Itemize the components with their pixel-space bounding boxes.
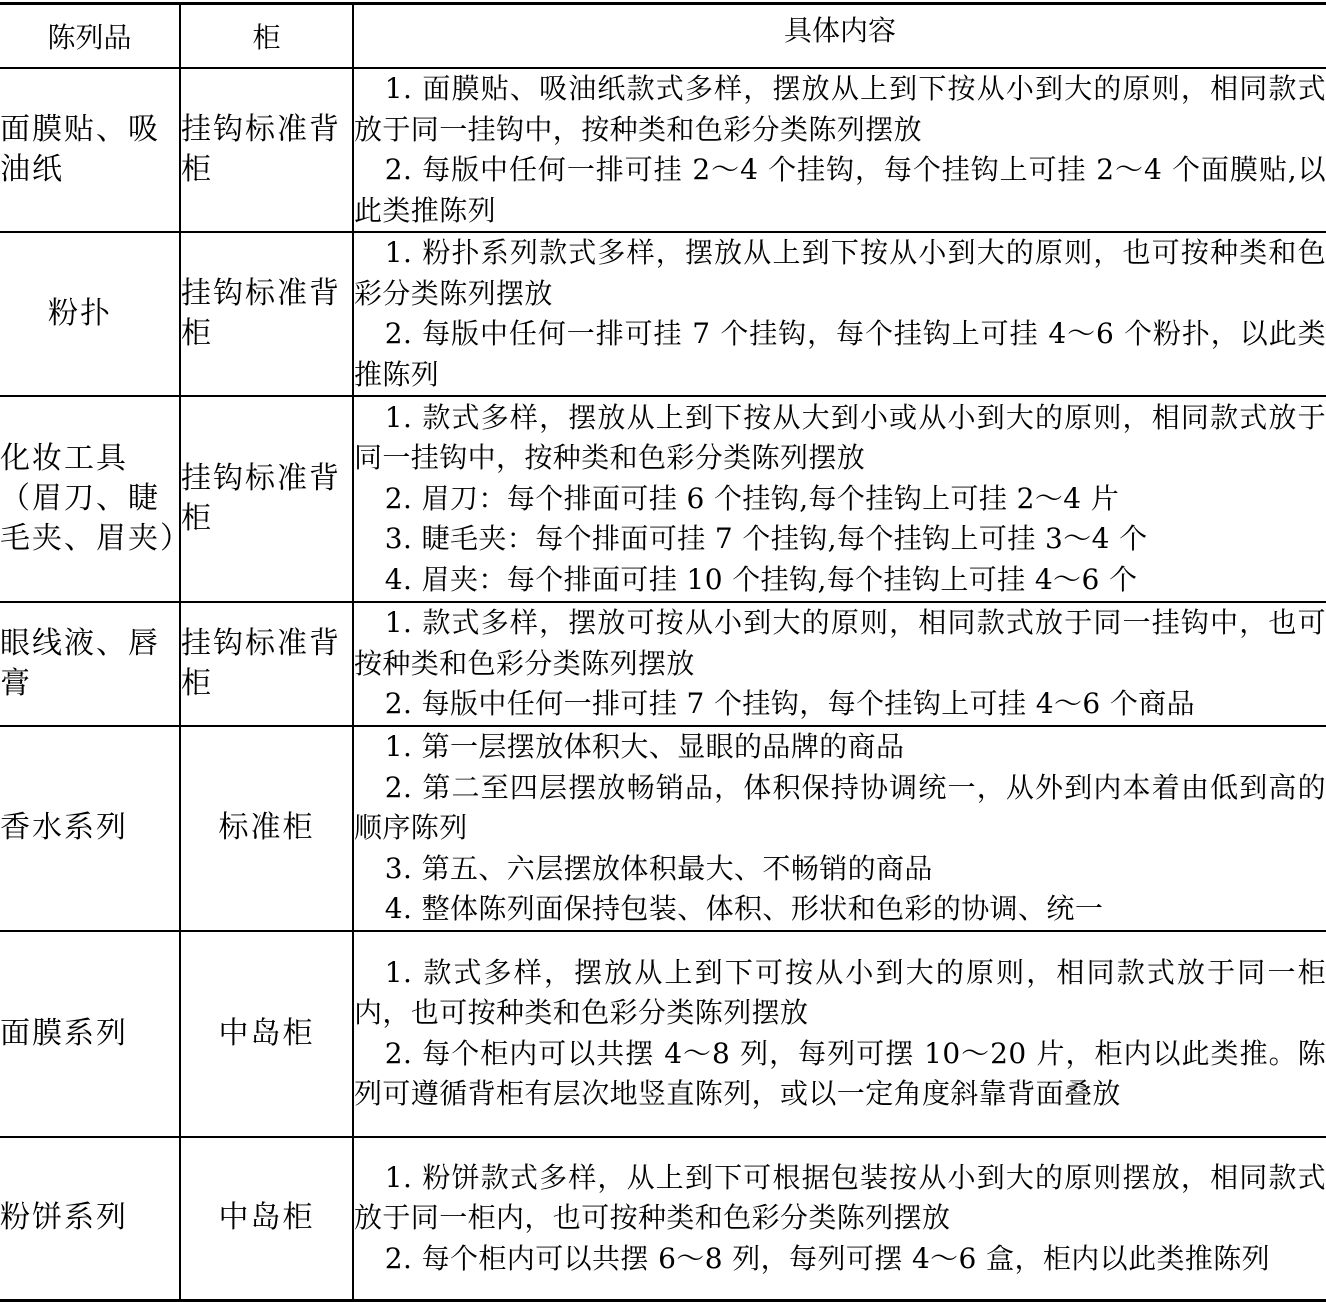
item-cell: 面膜贴、吸油纸 [0, 68, 180, 232]
content-line: 4. 眉夹：每个排面可挂 10 个挂钩,每个挂钩上可挂 4～6 个 [384, 562, 1138, 596]
header-row [0, 4, 1326, 69]
table-row [0, 602, 1326, 726]
content-line: 3. 睫毛夹：每个排面可挂 7 个挂钩,每个挂钩上可挂 3～4 个 [384, 522, 1148, 556]
content-line: 1. 粉饼款式多样，从上到下可根据包装按从小到大的原则摆放，相同款式放于同一柜内，也可按种类和色彩分类陈列摆放 [354, 1160, 1326, 1234]
content-line: 2. 每个柜内可以共摆 4～8 列，每列可摆 10～20 片，柜内以此类推。陈列可遵循背柜有层次地竖直陈列，或以一定角度斜靠背面叠放 [354, 1036, 1326, 1110]
table-row [0, 68, 1326, 232]
item-cell: 粉饼系列 [0, 1137, 180, 1301]
cabinet-cell: 挂钩标准背柜 [180, 602, 353, 726]
item-cell: 眼线液、唇膏 [0, 602, 180, 726]
content-line: 1. 款式多样，摆放从上到下可按从小到大的原则，相同款式放于同一柜内，也可按种类和色彩分类陈列摆放 [354, 955, 1326, 1029]
cabinet-cell: 中岛柜 [180, 1137, 353, 1301]
header-cabinet: 柜 [180, 4, 353, 69]
header-item: 陈列品 [0, 4, 180, 69]
cabinet-cell: 挂钩标准背柜 [180, 232, 353, 396]
content-line: 2. 眉刀：每个排面可挂 6 个挂钩,每个挂钩上可挂 2～4 片 [384, 481, 1120, 515]
table-row [0, 396, 1326, 602]
content-line: 2. 第二至四层摆放畅销品，体积保持协调统一，从外到内本着由低到高的顺序陈列 [354, 770, 1326, 844]
cabinet-cell: 中岛柜 [180, 931, 353, 1137]
content-line: 2. 每版中任何一排可挂 2～4 个挂钩，每个挂钩上可挂 2～4 个面膜贴,以此类推陈列 [354, 153, 1326, 227]
content-cell [353, 602, 1326, 726]
table-row [0, 232, 1326, 396]
item-cell: 香水系列 [0, 726, 180, 931]
content-line: 4. 整体陈列面保持包装、体积、形状和色彩的协调、统一 [384, 892, 1104, 925]
table-row [0, 931, 1326, 1137]
content-line: 2. 每版中任何一排可挂 7 个挂钩，每个挂钩上可挂 4～6 个粉扑，以此类推陈列 [354, 317, 1326, 391]
content-line: 1. 粉扑系列款式多样，摆放从上到下按从小到大的原则，也可按种类和色彩分类陈列摆放 [354, 236, 1326, 310]
content-line: 1. 第一层摆放体积大、显眼的品牌的商品 [384, 730, 905, 763]
content-line: 3. 第五、六层摆放体积最大、不畅销的商品 [384, 851, 933, 885]
header-content: 具体内容 [353, 4, 1326, 69]
content-line: 1. 面膜贴、吸油纸款式多样，摆放从上到下按从小到大的原则，相同款式放于同一挂钩中，按种类和色彩分类陈列摆放 [354, 72, 1326, 146]
content-line: 2. 每版中任何一排可挂 7 个挂钩，每个挂钩上可挂 4～6 个商品 [384, 687, 1196, 721]
item-cell: 化妆工具（眉刀、睫毛夹、眉夹） [0, 396, 180, 602]
table-row [0, 1137, 1326, 1301]
content-cell [353, 68, 1326, 232]
content-cell [353, 396, 1326, 602]
cabinet-cell: 标准柜 [180, 726, 353, 931]
content-cell [353, 1137, 1326, 1301]
content-line: 2. 每个柜内可以共摆 6～8 列，每列可摆 4～6 盒，柜内以此类推陈列 [384, 1241, 1271, 1275]
item-cell: 粉扑 [0, 232, 180, 396]
table-row [0, 726, 1326, 931]
content-cell [353, 726, 1326, 931]
cabinet-cell: 挂钩标准背柜 [180, 396, 353, 602]
item-cell: 面膜系列 [0, 931, 180, 1137]
cabinet-cell: 挂钩标准背柜 [180, 68, 353, 232]
content-cell [353, 931, 1326, 1137]
content-line: 1. 款式多样，摆放可按从小到大的原则，相同款式放于同一挂钩中，也可按种类和色彩分类陈列摆放 [354, 606, 1326, 680]
content-line: 1. 款式多样，摆放从上到下按从大到小或从小到大的原则，相同款式放于同一挂钩中，按种类和色彩分类陈列摆放 [354, 400, 1326, 475]
content-cell [353, 232, 1326, 396]
display-table [0, 2, 1326, 1302]
